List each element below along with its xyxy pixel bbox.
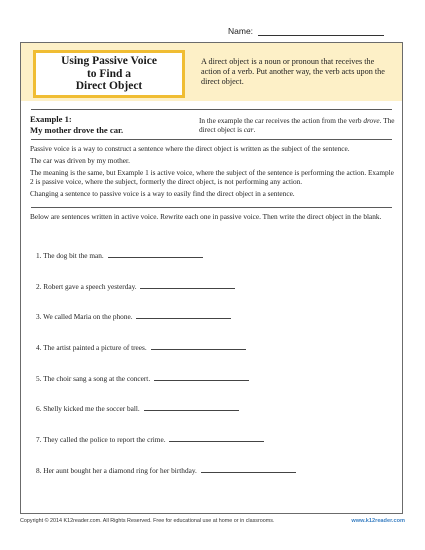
title-description: A direct object is a noun or pronoun that receives the action of a verb. Put another way, the verb acts upon the direct object.	[201, 57, 385, 86]
title-band	[21, 43, 402, 101]
question-5	[36, 373, 249, 383]
answer-blank[interactable]	[151, 342, 246, 350]
answer-blank[interactable]	[169, 434, 264, 442]
question-text: 1. The dog bit the man.	[36, 251, 104, 260]
copyright-text: Copyright © 2014 K12reader.com. All Rights Reserved. Free for educational use at home or in classrooms.	[20, 518, 275, 524]
question-text: 8. Her aunt bought her a diamond ring for her birthday.	[36, 466, 197, 475]
example-sentence: My mother drove the car.	[30, 124, 124, 135]
name-blank[interactable]	[258, 35, 384, 36]
paragraph-1: Passive voice is a way to construct a sentence where the direct object is written as the subject of the sentence.	[30, 144, 350, 153]
answer-blank[interactable]	[140, 281, 235, 289]
divider-top	[31, 109, 392, 110]
question-6	[36, 403, 239, 413]
question-3	[36, 311, 231, 321]
name-label: Name:	[228, 26, 254, 36]
worksheet	[20, 42, 403, 514]
paragraph-4: Changing a sentence to passive voice is a way to easily find the direct object in a sentence.	[30, 189, 295, 198]
question-text: 2. Robert gave a speech yesterday.	[36, 282, 137, 291]
example-desc-end: .	[253, 125, 256, 135]
divider-instructions	[31, 207, 392, 208]
answer-blank[interactable]	[136, 311, 231, 319]
paragraph-2: The car was driven by my mother.	[30, 156, 130, 165]
question-text: 6. Shelly kicked me the soccer ball.	[36, 404, 140, 413]
example-label: Example 1:	[30, 114, 72, 124]
question-4	[36, 342, 246, 352]
example-desc-verb: drove	[363, 116, 380, 125]
title-box	[33, 50, 185, 98]
example-desc-part2: . The direct object is	[199, 116, 395, 135]
question-7	[36, 434, 264, 444]
question-2	[36, 281, 235, 291]
example-heading	[30, 114, 123, 135]
worksheet-title: Using Passive Voice to Find a Direct Object	[61, 55, 157, 93]
answer-blank[interactable]	[154, 373, 249, 381]
answer-blank[interactable]	[144, 403, 239, 411]
paragraph-3: The meaning is the same, but Example 1 is active voice, where the subject of the sentence is performing the action. Example 2 is passive voice, where the subject, formerly the direct object, is not performing any action.	[30, 168, 394, 187]
instructions: Below are sentences written in active voice. Rewrite each one in passive voice. Then write the direct object in the blank.	[30, 212, 382, 221]
answer-blank[interactable]	[201, 465, 296, 473]
example-desc-part1: In the example the car receives the action from the verb	[199, 116, 364, 125]
question-text: 4. The artist painted a picture of trees.	[36, 343, 147, 352]
question-text: 3. We called Maria on the phone.	[36, 312, 133, 321]
answer-blank[interactable]	[108, 250, 203, 258]
divider-example	[31, 139, 392, 140]
website-link[interactable]: www.k12reader.com	[351, 518, 405, 524]
question-1	[36, 250, 203, 260]
example-description	[199, 116, 395, 134]
example-desc-object: car	[243, 125, 254, 135]
question-8	[36, 465, 296, 475]
question-text: 7. They called the police to report the crime.	[36, 435, 166, 444]
question-text: 5. The choir sang a song at the concert.	[36, 374, 151, 383]
